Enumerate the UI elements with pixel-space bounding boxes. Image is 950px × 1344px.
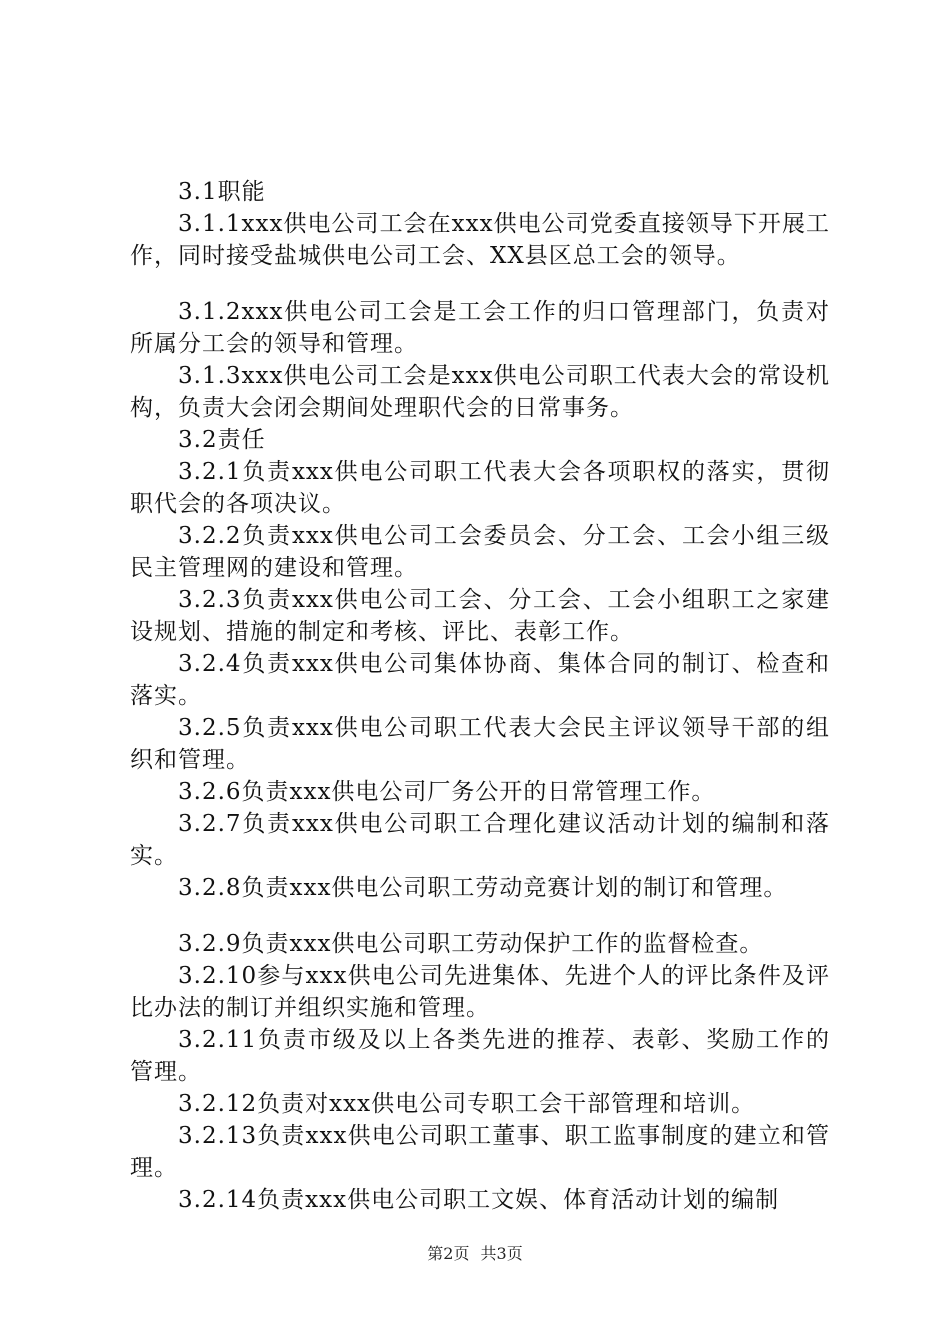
paragraph: 3.2.11负责市级及以上各类先进的推荐、表彰、奖励工作的管理。	[130, 1027, 830, 1085]
paragraph: 3.2.5负责xxx供电公司职工代表大会民主评议领导干部的组织和管理。	[130, 715, 830, 773]
section-heading: 3.1职能	[178, 179, 266, 205]
paragraph: 3.1.2xxx供电公司工会是工会工作的归口管理部门，负责对所属分工会的领导和管理。	[130, 299, 830, 357]
paragraph: 3.2.4负责xxx供电公司集体协商、集体合同的制订、检查和落实。	[130, 651, 830, 709]
paragraph: 3.2.10参与xxx供电公司先进集体、先进个人的评比条件及评比办法的制订并组织实施和管理。	[130, 963, 830, 1021]
paragraph: 3.2.2负责xxx供电公司工会委员会、分工会、工会小组三级民主管理网的建设和管理。	[130, 523, 830, 581]
document-body	[130, 176, 830, 1216]
paragraph: 3.1.3xxx供电公司工会是xxx供电公司职工代表大会的常设机构，负责大会闭会期间处理职代会的日常事务。	[130, 363, 830, 421]
paragraph: 3.2.14负责xxx供电公司职工文娱、体育活动计划的编制	[178, 1187, 780, 1213]
spacer	[130, 272, 830, 296]
paragraph: 3.2.7负责xxx供电公司职工合理化建议活动计划的编制和落实。	[130, 811, 830, 869]
paragraph: 3.2.13负责xxx供电公司职工董事、职工监事制度的建立和管理。	[130, 1123, 830, 1181]
paragraph: 3.2.3负责xxx供电公司工会、分工会、工会小组职工之家建设规划、措施的制定和考核、评比、表彰工作。	[130, 587, 830, 645]
paragraph: 3.2.8负责xxx供电公司职工劳动竞赛计划的制订和管理。	[178, 875, 788, 901]
page-number: 第2页	[427, 1244, 470, 1263]
paragraph: 3.2.1负责xxx供电公司职工代表大会各项职权的落实，贯彻职代会的各项决议。	[130, 459, 830, 517]
spacer	[130, 904, 830, 928]
section-heading: 3.2责任	[178, 427, 266, 453]
paragraph: 3.2.6负责xxx供电公司厂务公开的日常管理工作。	[178, 779, 716, 805]
paragraph: 3.1.1xxx供电公司工会在xxx供电公司党委直接领导下开展工作，同时接受盐城供电公司工会、XX县区总工会的领导。	[130, 211, 830, 269]
page-footer	[0, 1241, 950, 1264]
paragraph: 3.2.12负责对xxx供电公司专职工会干部管理和培训。	[178, 1091, 756, 1117]
page-total: 共3页	[480, 1244, 523, 1263]
paragraph: 3.2.9负责xxx供电公司职工劳动保护工作的监督检查。	[178, 931, 764, 957]
